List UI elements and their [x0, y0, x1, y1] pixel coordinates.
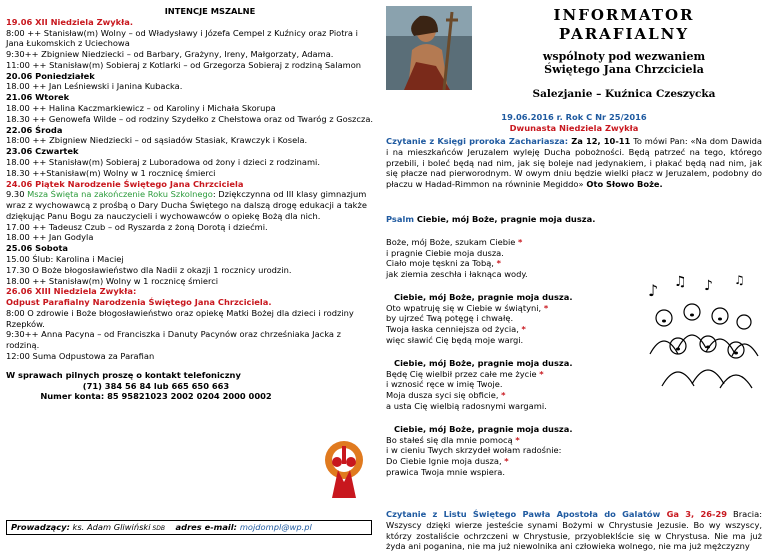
bank-account: Numer konta: 85 95821023 2002 0204 2000 0002 [40, 391, 272, 402]
psalm-line: a usta Cię wielbią radosnymi wargami. [386, 400, 547, 411]
intention-line: 18.00 ++ Halina Kaczmarkiewicz – od Karoliny i Michała Skorupa [6, 103, 276, 114]
refrain-star: * [504, 456, 509, 467]
subtitle-line-2: Świętego Jana Chrzciciela [544, 63, 704, 77]
intention-line: 8:00 O zdrowie i Boże błogosławieństwo oraz opiekę Matki Bożej dla dzieci i rodziny Rzepków. [6, 307, 354, 329]
intention-line-school: 9.30 Msza Święta na zakończenie Roku Szkolnego: Dziękczynna od III klasy gimnazjum wraz z wychowawcą z prośbą o Dary Ducha Świętego na dalszą drogę edukacji a także dziękując Panu Bogu za nauczycieli i wychowawców o opiekę Bożą dla nich. [6, 189, 367, 221]
refrain-star: * [501, 390, 506, 401]
intention-line: 19.06 XII Niedziela Zwykła. [6, 16, 134, 27]
subtitle-line-1: wspólnoty pod wezwaniem [542, 49, 706, 63]
psalm-line: Ciało moje tęskni za Tobą, * [386, 258, 501, 269]
psalm-line: Moja dusza syci się obficie, * [386, 390, 506, 401]
intention-line: 20.06 Poniedziałek [6, 70, 95, 81]
choir-illustration [634, 274, 762, 392]
psalm-label: Psalm [386, 214, 414, 224]
psalm-line: Bo stałeś się dla mnie pomocą * [386, 434, 520, 445]
psalm-line: prawica Twoja mnie wspiera. [386, 466, 506, 477]
sunday-name: Dwunasta Niedziela Zwykła [509, 122, 639, 133]
svg-text:♪: ♪ [648, 281, 659, 300]
first-reading: Czytanie z Księgi proroka Zachariasza: Za 12, 10-11 To mówi Pan: «Na dom Dawida i na mieszkańców Jeruzalem wyleję Ducha pobożności. Będą patrzeć na tego, którego przebili, i boleć będą nad nim, jak się boleje nad jedynakiem, i płakać będą nad nim, jak się płacze nad pierworodnym. W owym dniu będzie wielki płacz w Jeruzalem, podobny do płaczu w Hadad-Rimmon na równinie Megiddo» Oto Słowo Boże. [386, 136, 763, 190]
second-reading: Czytanie z Listu Świętego Pawła Apostoła do Galatów Ga 3, 26-29 Bracia: Wszyscy dzięki wierze jesteście synami Bożymi w Chrystusie Jezusie. Bo wy wszyscy, którzy zostaliście ochrzczeni w Chrystusie, przyobleklście się w Chrystusa. Nie ma już żyda ani poganina, nie ma już niewolnika ani człowieka wolnego, nie ma już mężczyzny [386, 509, 762, 552]
intention-line: 18.30 ++ Genowefa Wilde – od rodziny Szydełko z Chełstowa oraz od Twaróg z Goszcza. [6, 113, 374, 124]
intention-line: 26.06 XIII Niedziela Zwykła: [6, 286, 137, 297]
refrain-star: * [539, 368, 544, 379]
psalm-line: Do Ciebie lgnie moja dusza, * [386, 456, 509, 467]
psalm-line: Twoja łaska cenniejsza od życia, * [386, 324, 526, 335]
psalm-line: jak ziemia zeschła i łaknąca wody. [386, 269, 528, 280]
psalm-refrain: Ciebie, mój Boże, pragnie moja dusza. [394, 291, 573, 302]
psalm-line: i wznosić ręce w imię Twoje. [386, 379, 503, 390]
john-baptist-image [386, 6, 472, 90]
intention-line: 17.30 O Boże błogosławieństwo dla Nadii z okazji 1 rocznicy urodzin. [6, 264, 292, 275]
psalm: Psalm Ciebie, mój Boże, pragnie moja dusza. Boże, mój Boże, szukam Ciebie * i pragnie Ciebie moja dusza. Ciało moje tęskni za Tobą, * jak ziemia zeschła i łaknąca wody. Ciebie, mój Boże, pragnie moja dusza. Oto wpatruję się w Ciebie w świątyni, * by ujrzeć Twą potęgę i chwałę. Twoja łaska cenniejsza od życia, * więc sławić Cię będą moje wargi. Ciebie, mój Boże, pragnie moja dusza. Będę Cię wielbił przez całe me życie * i wznosić ręce w imię Twoje. Moja dusza syci się obficie, * a usta Cię wielbią radosnymi wargami. Ciebie, mój Boże, pragnie moja dusza. Bo stałeś się dla mnie pomocą * i w cieniu Twych skrzydeł wołam radośnie: Do Ciebie lgnie moja dusza, * prawica Twoja mnie wspiera. [386, 214, 762, 478]
intention-line: 25.06 Sobota [6, 243, 69, 254]
salesian-logo [318, 438, 370, 500]
psalm-refrain: Ciebie, mój Boże, pragnie moja dusza. [394, 357, 573, 368]
intention-line: 18.30 ++Stanisław(m) Wolny w 1 rocznicę śmierci [6, 167, 216, 178]
intention-line: 8:00 ++ Stanisław(m) Wolny – od Władysławy i Józefa Cempel z Kuźnicy oraz Piotra i Jana Łukomskich z Uciechowa [6, 27, 358, 49]
contact-line: W sprawach pilnych proszę o kontakt telefoniczny [6, 369, 241, 380]
intention-line: Odpust Parafialny Narodzenia Świętego Jana Chrzciciela. [6, 297, 272, 308]
psalm-line: Boże, mój Boże, szukam Ciebie * [386, 236, 523, 247]
psalm-refrain: Ciebie, mój Boże, pragnie moja dusza. [394, 423, 573, 434]
intentions-list-2 [6, 222, 374, 362]
intention-line: 11:00 ++ Stanisław(m) Sobieraj z Kotlarki – od Grzegorza Sobieraj z rodziną Salamon [6, 59, 362, 70]
refrain-star: * [496, 258, 501, 269]
mass-intentions-heading: INTENCJE MSZALNE [164, 6, 256, 16]
school-mass-label: Msza Święta na zakończenie Roku Szkolnego [27, 189, 213, 200]
intention-line: 17.00 ++ Tadeusz Czub – od Ryszarda z żoną Dorotą i dziećmi. [6, 221, 268, 232]
parish-name: Salezjanie – Kuźnica Czeszycka [532, 88, 716, 100]
svg-text:♫: ♫ [674, 274, 687, 290]
svg-text:♪: ♪ [704, 278, 713, 294]
psalm-line: Będę Cię wielbił przez całe me życie * [386, 368, 544, 379]
title-line-2: PARAFIALNY [558, 24, 690, 43]
refrain-star: * [518, 236, 523, 247]
intention-line: 18.00 ++ Jan Leśniewski i Janina Kubacka. [6, 81, 183, 92]
intention-line: 9:30++ Anna Pacyna – od Franciszka i Danuty Pacynów oraz chrześniaka Jacka z rodziną. [6, 329, 341, 351]
footer-box: Prowadzący: ks. Adam Gliwiński SDB adres e-mail: mojdompl@wp.pl [6, 520, 372, 535]
intention-line: 18.00 ++ Stanisław(m) Sobieraj z Luboradowa od żony i dzieci z rodzinami. [6, 156, 321, 167]
title-line-1: INFORMATOR [553, 6, 695, 24]
intention-line: 12:00 Suma Odpustowa za Parafian [6, 351, 155, 361]
intention-line: 22.06 Środa [6, 124, 63, 135]
psalm-stanza [386, 424, 762, 478]
date-line: 19.06.2016 r. Rok C Nr 25/2016 Dwunasta Niedziela Zwykła [386, 112, 762, 134]
email-link[interactable]: mojdompl@wp.pl [239, 522, 312, 532]
psalm-line: Oto wpatruję się w Ciebie w świątyni, * [386, 302, 549, 313]
intention-line: 24.06 Piątek Narodzenie Świętego Jana Chrzciciela [6, 178, 244, 189]
mass-intentions-column [6, 6, 374, 402]
contact-phones: (71) 384 56 84 lub 665 650 663 [82, 380, 230, 391]
bulletin-title [486, 6, 762, 77]
intention-line: 21.06 Wtorek [6, 92, 70, 103]
intentions-list-1 [6, 17, 374, 190]
intention-line: 15.00 Ślub: Karolina i Maciej [6, 253, 124, 264]
intention-line: 18.00 ++ Jan Godyla [6, 232, 94, 243]
intention-line: 18.00 ++ Stanisław(m) Wolny w 1 rocznicę śmierci [6, 275, 219, 286]
psalm-line: więc sławić Cię będą moje wargi. [386, 335, 524, 346]
intention-line: 9:30++ Zbigniew Niedziecki – od Barbary, Grażyny, Ireny, Małgorzaty, Adama. [6, 49, 334, 60]
intention-line: 18:00 ++ Zbigniew Niedziecki – od sąsiadów Stasiak, Krawczyk i Kosela. [6, 135, 308, 146]
svg-text:♫: ♫ [734, 274, 745, 287]
refrain-star: * [515, 434, 520, 445]
psalm-line: i pragnie Ciebie moja dusza. [386, 247, 504, 258]
refrain-star: * [521, 324, 526, 335]
psalm-line: by ujrzeć Twą potęgę i chwałę. [386, 313, 514, 324]
contact-block [6, 370, 306, 402]
intention-line: 23.06 Czwartek [6, 146, 79, 157]
refrain-star: * [543, 302, 549, 313]
psalm-line: i w cieniu Twych skrzydeł wołam radośnie: [386, 445, 562, 456]
